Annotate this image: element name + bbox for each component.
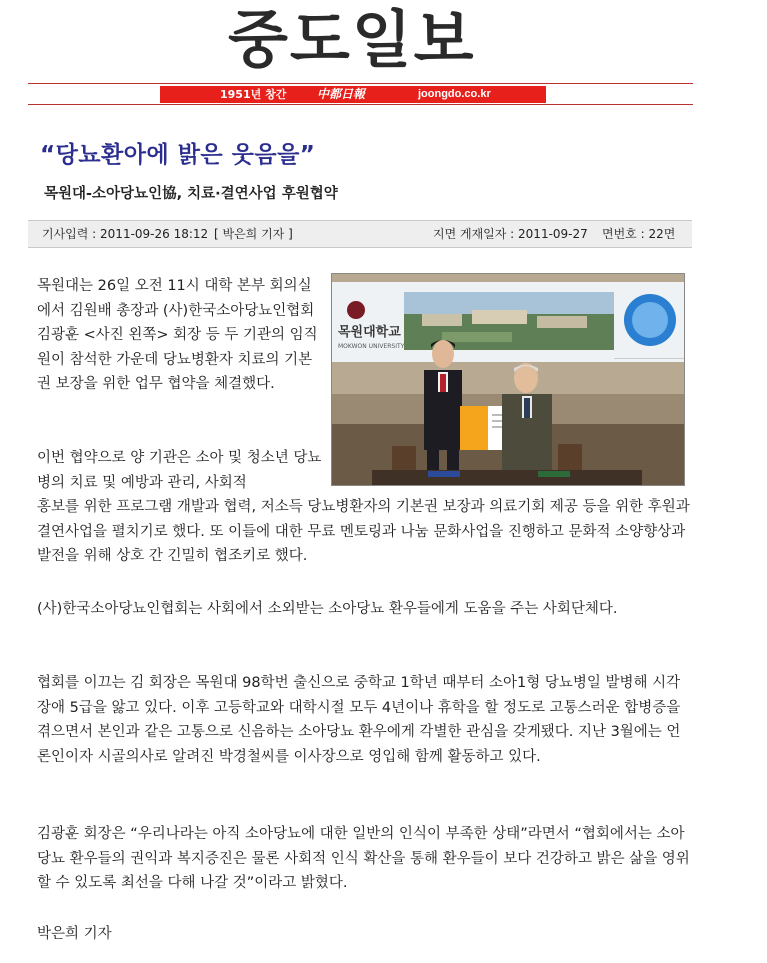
article-paragraph: 협회를 이끄는 김 회장은 목원대 98학번 출신으로 중학교 1학년 때부터 소아1형 당뇨병일 발병해 시각장애 5급을 앓고 있다. 이후 고등학교와 대학시절 모두 4년이나 휴학을 할 정도로 고통스러운 합병증을 겪으면서 본인과 같은 고통으로 신음하는 소아당뇨 환우에게 각별한 관심을 갖게됐다. 지난 3월에는 언론인이자 시골의사로 알려진 박경철씨를 이사장으로 영입해 함께 활동하고 있다. — [37, 675, 681, 765]
article-paragraph — [37, 446, 691, 569]
article-headline: “당뇨환아에 밝은 웃음을” — [40, 142, 316, 168]
masthead — [0, 0, 767, 110]
page-number: 면번호 : 22면 — [602, 227, 676, 241]
article-meta-bar — [28, 220, 692, 248]
banner-university-subname: MOKWON UNIVERSITY — [338, 343, 405, 350]
masthead-rule-top — [28, 83, 693, 84]
banner-university-name: 목원대학교 — [338, 325, 401, 340]
paragraph-continuation: 홍보를 위한 프로그램 개발과 협력, 저소득 당뇨병환자의 기본권 보장과 의료기회 제공 등을 위한 후원과 결연사업을 펼치기로 했다. 또 이들에 대한 무료 멘토링과 나눔 문화사업을 진행하고 문화적 소양향상과 발전을 위해 상호 간 긴밀히 협조키로 했다. — [37, 499, 690, 565]
masthead-rule-bottom — [28, 104, 693, 105]
input-date: 기사입력 : 2011-09-26 18:12 — [42, 227, 209, 241]
article-paragraph: (사)한국소아당뇨인협회는 사회에서 소외받는 소아당뇨 환우들에게 도움을 주는 사회단체다. — [37, 601, 618, 617]
masthead-info-bar — [160, 86, 546, 103]
site-url-link[interactable]: joongdo.co.kr — [418, 88, 491, 100]
reporter-tag: [ 박은희 기자 ] — [214, 227, 293, 241]
article-byline: 박은희 기자 — [37, 926, 112, 942]
article-paragraph: 김광훈 회장은 “우리나라는 아직 소아당뇨에 대한 일반의 인식이 부족한 상태”라면서 “협회에서는 소아당뇨 환우들의 권익과 복지증진은 물론 사회적 인식 확산을 통해 환우들이 보다 건강하고 밝은 삶을 영위할 수 있도록 최선을 다해 나갈 것”이라고 밝혔다. — [37, 826, 690, 892]
print-date: 지면 게재일자 : 2011-09-27 — [433, 227, 588, 241]
hanja-logo: 中都日報 — [317, 87, 366, 101]
article-subheadline: 목원대-소아당뇨인協, 치료·결연사업 후원협약 — [44, 186, 338, 202]
founded-label: 1951년 창간 — [220, 88, 287, 101]
article-paragraph: 목원대는 26일 오전 11시 대학 본부 회의실에서 김원배 총장과 (사)한국소아당뇨인협회 김광훈 <사진 왼쪽> 회장 등 두 기관의 임직원이 참석한 가운데 당뇨병환자 치료의 기본권 보장을 위한 업무 협약을 체결했다. — [37, 278, 318, 393]
newspaper-logo[interactable]: 중도일보 — [228, 3, 476, 76]
paragraph-line-wrapped: 이번 협약으로 양 기관은 소아 및 청소년 당뇨병의 치료 및 예방과 관리, 사회적 — [37, 450, 322, 491]
